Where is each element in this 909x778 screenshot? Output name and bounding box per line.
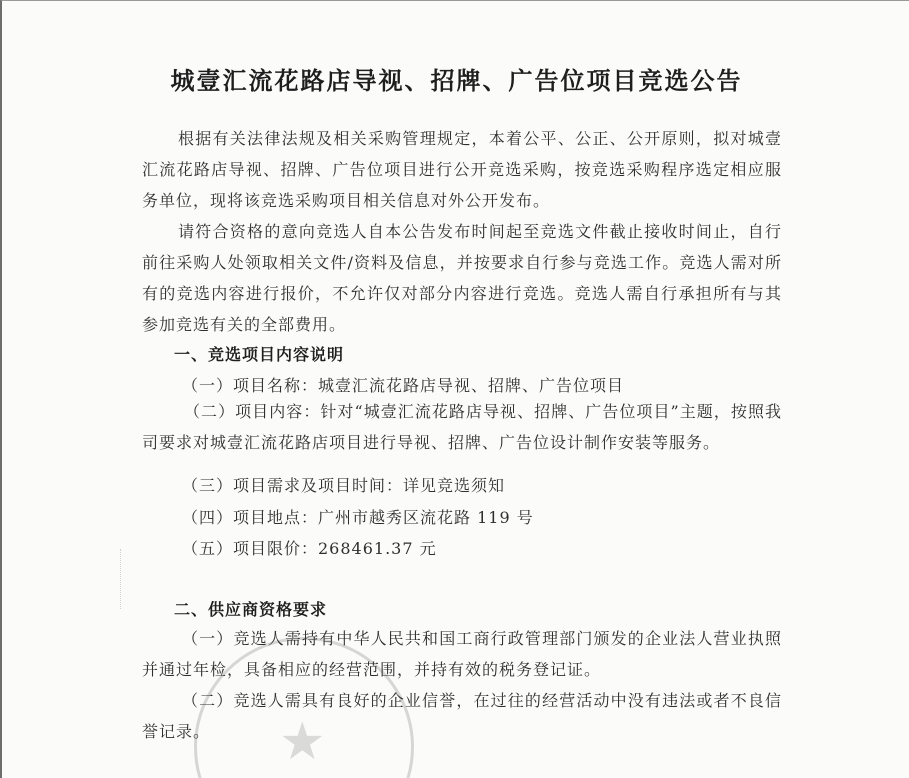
star-icon: ★ [279,712,326,772]
document-title: 城壹汇流花路店导视、招牌、广告位项目竞选公告 [170,67,743,95]
qualification-item-1: （一）竞选人需持有中华人民共和国工商行政管理部门颁发的企业法人营业执照并通过年检，具备相应的经营范围，并持有效的税务登记证。 [142,629,782,679]
project-location-item: （四）项目地点：广州市越秀区流花路 119 号 [182,508,534,527]
section-heading-1: 一、竞选项目内容说明 [174,345,345,364]
intro-paragraph-1: 根据有关法律法规及相关采购管理规定，本着公平、公正、公开原则，拟对城壹汇流花路店导视、招牌、广告位项目进行公开竞选采购，按竞选采购程序选定相应服务单位，现将该竞选采购项目相关信息对外公开发布。 [142,129,782,210]
project-requirement-item: （三）项目需求及项目时间：详见竞选须知 [182,476,506,495]
scan-edge-mark [120,549,127,609]
intro-paragraph-2: 请符合资格的意向竞选人自本公告发布时间起至竞选文件截止接收时间止，自行前往采购人处领取相关文件/资料及信息，并按要求自行参与竞选工作。竞选人需对所有的竞选内容进行报价，不允许仅对部分内容进行竞选。竞选人需自行承担所有与其参加竞选有关的全部费用。 [142,222,782,334]
project-name-item: （一）项目名称：城壹汇流花路店导视、招牌、广告位项目 [182,376,625,395]
qualification-item-2: （二）竞选人需具有良好的企业信誉，在过往的经营活动中没有违法或者不良信誉记录。 [142,691,782,741]
project-content-item: （二）项目内容：针对“城壹汇流花路店导视、招牌、广告位项目”主题，按照我司要求对城壹汇流花路店项目进行导视、招牌、广告位设计制作安装等服务。 [142,402,782,452]
project-price-limit-item: （五）项目限价：268461.37 元 [182,539,437,558]
section-heading-2: 二、供应商资格要求 [174,600,328,619]
